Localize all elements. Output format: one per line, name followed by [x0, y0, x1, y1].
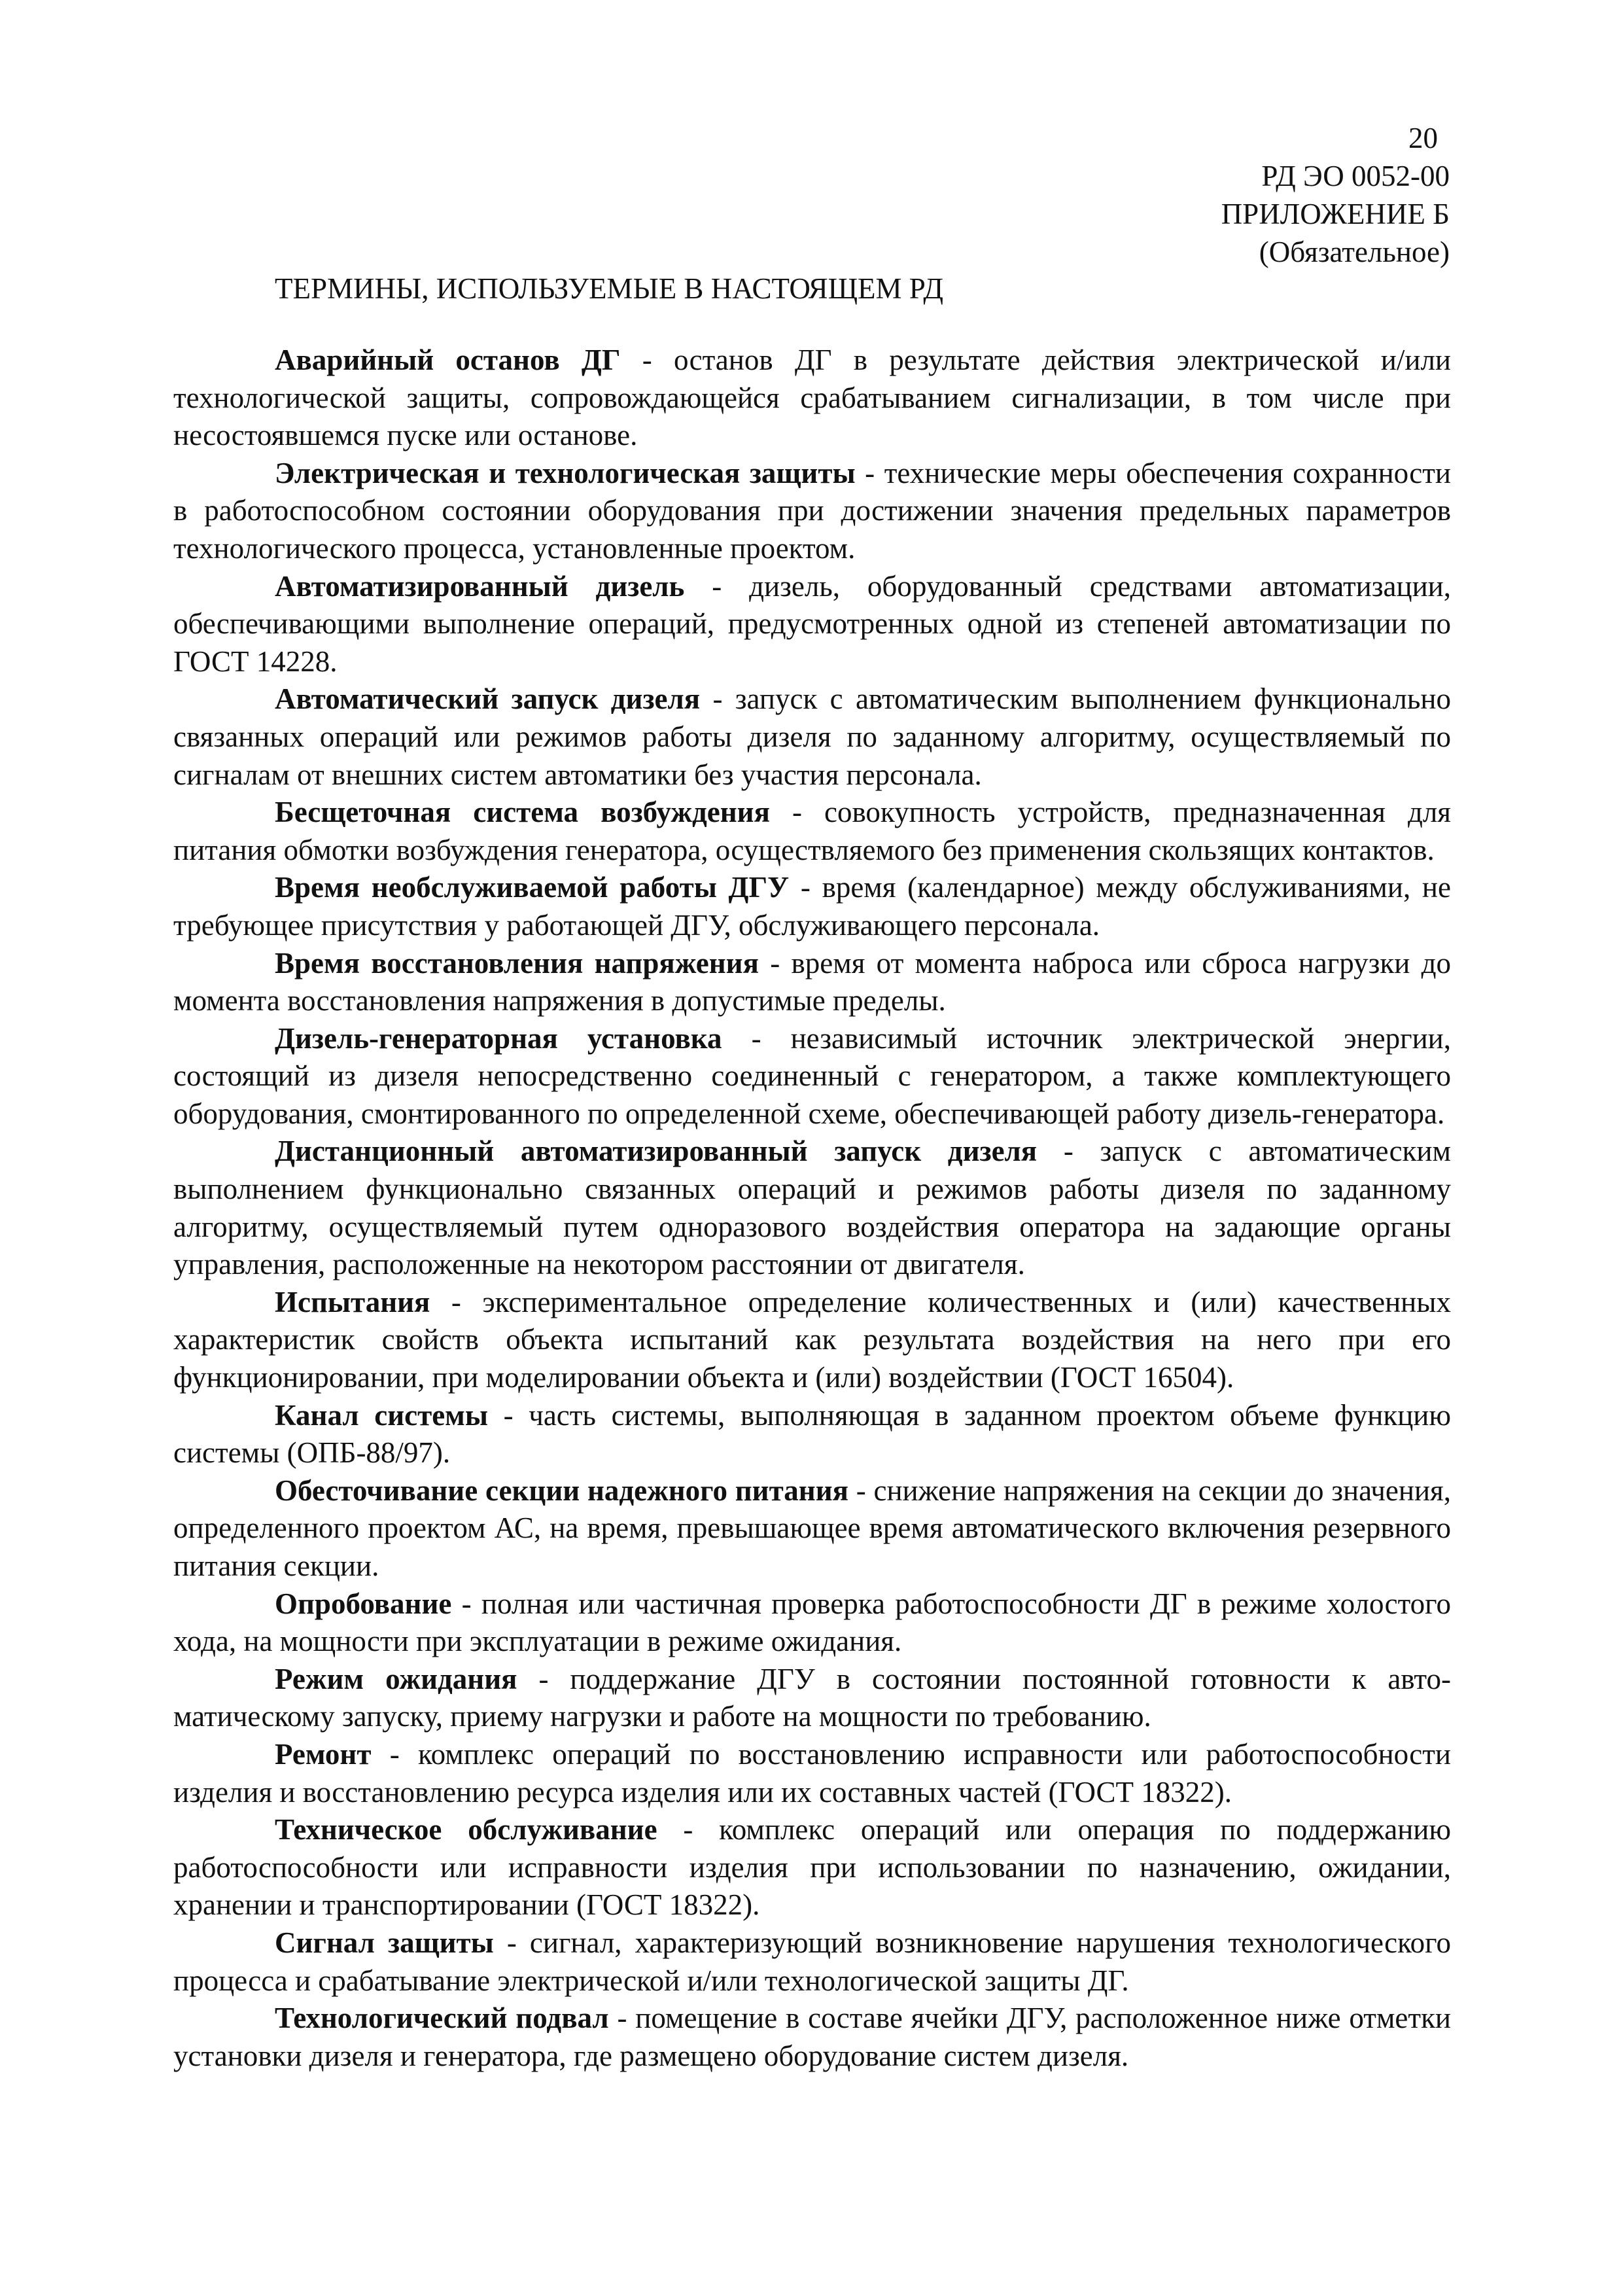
term-name: Аварийный останов ДГ	[275, 344, 621, 376]
term-entry	[173, 945, 1451, 1020]
term-name: Автоматический запуск дизеля	[275, 682, 701, 716]
term-definition: - комплекс операций по восстановлению исправности или работоспособности изделия и восстановлению ресурса изделия или их составных частей (ГОСТ 18322).	[173, 1737, 1451, 1809]
term-entry	[173, 1472, 1451, 1585]
term-definition: - дизель, оборудованный средствами автоматизации, обеспечивающими выполнение операций, предусмотренных одной из степеней автоматизации по ГОСТ 14228.	[173, 569, 1451, 678]
term-definition: - время от момента наброса или сброса нагрузки до момента восстановления напряжения в допустимые пределы.	[173, 946, 1451, 1017]
term-entry	[173, 794, 1451, 869]
appendix-label: ПРИЛОЖЕНИЕ Б	[1221, 198, 1450, 230]
term-entry	[173, 869, 1451, 944]
term-definition: - время (календарное) между обслуживаниями, не требующее присутствия у работающей ДГУ, обслуживающего персонала.	[173, 871, 1451, 942]
term-entry	[173, 1811, 1451, 1924]
term-entry	[173, 1585, 1451, 1661]
term-name: Время необслуживаемой работы ДГУ	[275, 871, 790, 904]
term-entry	[173, 680, 1451, 794]
appendix-status: (Обязательное)	[1259, 236, 1450, 268]
terms-list	[173, 342, 1451, 2075]
term-entry	[173, 2000, 1451, 2075]
term-entry	[173, 1924, 1451, 2000]
document-header	[1221, 157, 1450, 271]
term-name: Режим ожидания	[275, 1662, 517, 1695]
term-definition: - совокупность устройств, предназначенная для питания обмотки возбуждения генератора, осуществляемого без применения скользящих контактов.	[173, 796, 1451, 866]
term-definition: - запуск с автоматическим выполнением функционально связанных операций или режимов работы дизеля по заданному алгоритму, осуществляемый по сигналам от внешних систем автоматики без участия персонала.	[173, 682, 1451, 791]
term-definition: - независимый источник электрической энергии, состоящий из дизеля непосредственно соединенный с генератором, а также комплектующего оборудования, смонтированного по определенной схеме, обеспечивающей работу дизель-генератора.	[173, 1021, 1451, 1130]
term-name: Автоматизированный дизель	[275, 569, 685, 603]
term-definition: - экспериментальное определение количественных и (или) качественных характеристик свойств объекта испытаний как результата воздействия на него при его функционировании, при моделировании объекта и (или) воздействии (ГОСТ 16504).	[173, 1285, 1451, 1394]
term-definition: - останов ДГ в результате действия электрической и/или технологической защиты, сопровождающейся срабатыванием сигнализации, в том числе при несостоявшемся пуске или останове.	[173, 344, 1451, 452]
term-definition: - сигнал, характеризующий возникновение нарушения технологического процесса и срабатывание электрической и/или технологической защиты ДГ.	[173, 1926, 1451, 1997]
term-entry	[173, 342, 1451, 455]
term-definition: - комплекс операций или операция по поддержанию работоспособности или исправности изделия при использовании по назначению, ожидании, хранении и транспортировании (ГОСТ 18322).	[173, 1813, 1451, 1922]
term-name: Дизель-генераторная установка	[275, 1021, 722, 1055]
term-entry	[173, 1661, 1451, 1736]
term-name: Электрическая и технологическая защиты	[275, 456, 856, 489]
term-name: Сигнал защиты	[275, 1926, 494, 1959]
term-name: Дистанционный автоматизированный запуск дизеля	[275, 1135, 1038, 1168]
doc-code: РД ЭО 0052-00	[1261, 160, 1450, 192]
term-name: Испытания	[275, 1285, 430, 1318]
term-name: Опробование	[275, 1587, 452, 1620]
term-name: Канал системы	[275, 1398, 488, 1432]
term-entry	[173, 1397, 1451, 1472]
page-title: ТЕРМИНЫ, ИСПОЛЬЗУЕМЫЕ В НАСТОЯЩЕМ РД	[275, 272, 944, 305]
term-definition: - полная или частичная проверка работоспособности ДГ в режиме холостого хода, на мощности при эксплуатации в режиме ожидания.	[173, 1587, 1451, 1658]
term-entry	[173, 1133, 1451, 1283]
term-entry	[173, 568, 1451, 681]
term-name: Техническое обслуживание	[275, 1813, 657, 1846]
term-name: Обесточивание секции надежного питания	[275, 1474, 848, 1507]
page-number: 20	[1408, 122, 1438, 154]
term-definition: - запуск с автоматическим выполнением функционально связанных операций и режимов работы дизеля по заданному алгоритму, осуществляемый путем одноразового воздействия оператора на задающие органы управления, расположенные на некотором расстоянии от двигателя.	[173, 1135, 1451, 1281]
term-definition: - снижение напряжения на секции до значения, определенного проектом АС, на время, превышающее время автоматического включения резервного питания секции.	[173, 1474, 1452, 1582]
term-entry	[173, 1020, 1451, 1133]
term-entry	[173, 455, 1451, 568]
term-name: Время восстановления напряжения	[275, 946, 759, 980]
term-name: Бесщеточная система возбуждения	[275, 796, 770, 829]
term-name: Технологический подвал	[275, 2002, 609, 2035]
term-definition: - часть системы, выполняющая в заданном проектом объеме функцию системы (ОПБ-88/97).	[173, 1398, 1451, 1470]
term-definition: - технические меры обеспечения сохранности в работоспособном состоянии оборудования при достижении значения предельных параметров технологического процесса, установленные проектом.	[173, 456, 1451, 565]
term-definition: - помещение в составе ячейки ДГУ, расположенное ниже отметки установки дизеля и генератора, где размещено оборудование систем дизеля.	[173, 2002, 1452, 2072]
term-entry	[173, 1736, 1451, 1811]
term-entry	[173, 1284, 1451, 1397]
term-name: Ремонт	[275, 1737, 372, 1771]
term-definition: - поддержание ДГУ в состоянии постоянной готовности к автоматическому запуску, приему нагрузки и работе на мощности по требованию.	[173, 1662, 1451, 1733]
